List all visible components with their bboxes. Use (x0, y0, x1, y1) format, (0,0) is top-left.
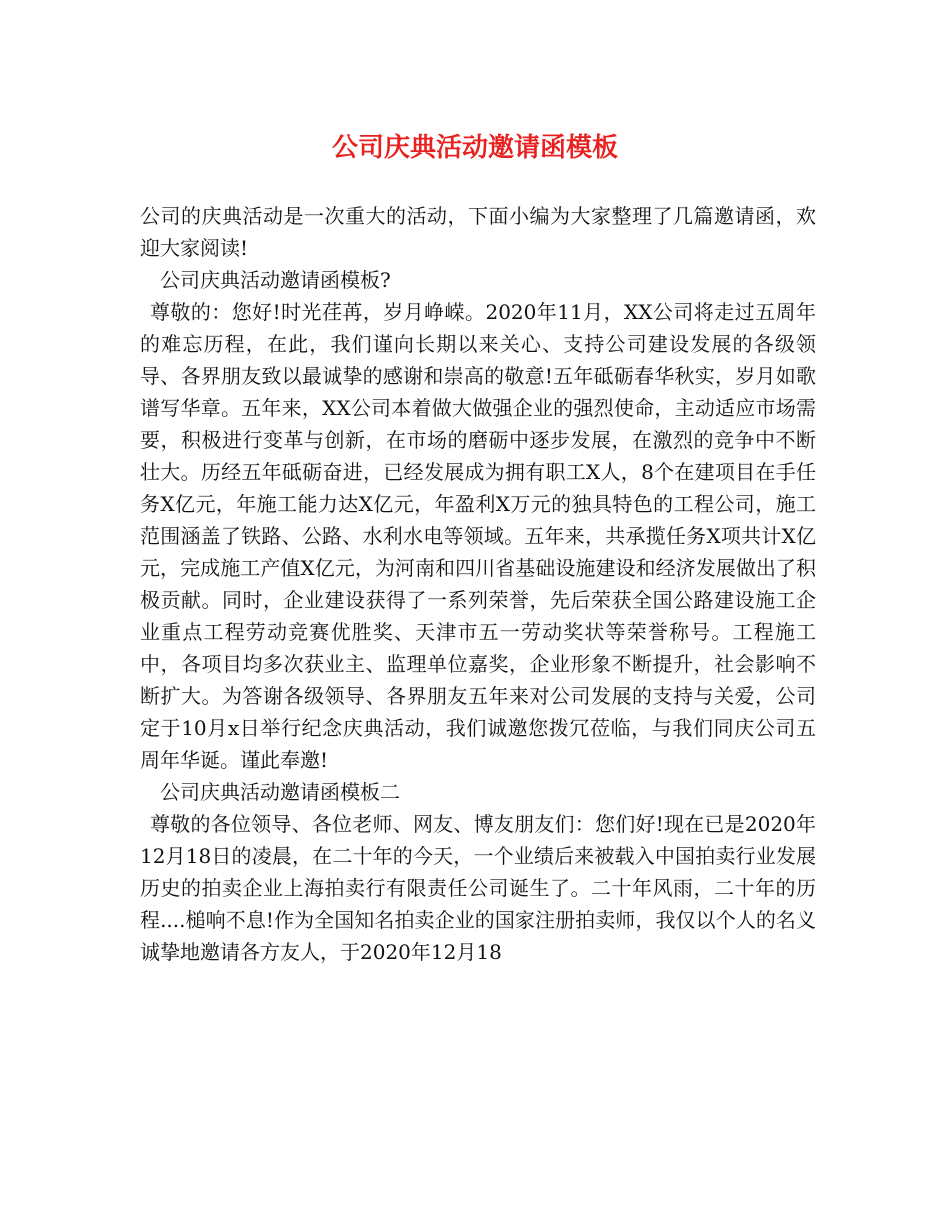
invitation-paragraph-2: 尊敬的各位领导、各位老师、网友、博友朋友们：您们好!现在已是2020年12月18日的凌晨，在二十年的今天，一个业绩后来被载入中国拍卖行业发展历史的拍卖企业上海拍卖行有限责任公司诞生了。二十年风雨，二十年的历程....槌响不息!作为全国知名拍卖企业的国家注册拍卖师，我仅以个人的名义诚挚地邀请各方友人，于2020年12月18 (140, 812, 816, 964)
section-heading-1: 公司庆典活动邀请函模板? (160, 268, 391, 292)
section-heading-2: 公司庆典活动邀请函模板二 (160, 780, 400, 804)
document-body (140, 200, 816, 968)
intro-paragraph: 公司的庆典活动是一次重大的活动，下面小编为大家整理了几篇邀请函，欢迎大家阅读! (140, 204, 816, 260)
invitation-paragraph-1: 尊敬的：您好!时光荏苒，岁月峥嵘。2020年11月，XX公司将走过五周年的难忘历程，在此，我们谨向长期以来关心、支持公司建设发展的各级领导、各界朋友致以最诚挚的感谢和崇高的敬意!五年砥砺春华秋实，岁月如歌谱写华章。五年来，XX公司本着做大做强企业的强烈使命，主动适应市场需要，积极进行变革与创新，在市场的磨砺中逐步发展，在激烈的竞争中不断壮大。历经五年砥砺奋进，已经发展成为拥有职工X人，8个在建项目在手任务X亿元，年施工能力达X亿元，年盈利X万元的独具特色的工程公司，施工范围涵盖了铁路、公路、水利水电等领域。五年来，共承揽任务X项共计X亿元，完成施工产值X亿元，为河南和四川省基础设施建设和经济发展做出了积极贡献。同时，企业建设获得了一系列荣誉，先后荣获全国公路建设施工企业重点工程劳动竞赛优胜奖、天津市五一劳动奖状等荣誉称号。工程施工中，各项目均多次获业主、监理单位嘉奖，企业形象不断提升，社会影响不断扩大。为答谢各级领导、各界朋友五年来对公司发展的支持与关爱，公司定于10月x日举行纪念庆典活动，我们诚邀您拨冗莅临，与我们同庆公司五周年华诞。谨此奉邀! (140, 300, 816, 772)
document-title: 公司庆典活动邀请函模板 (331, 133, 618, 163)
